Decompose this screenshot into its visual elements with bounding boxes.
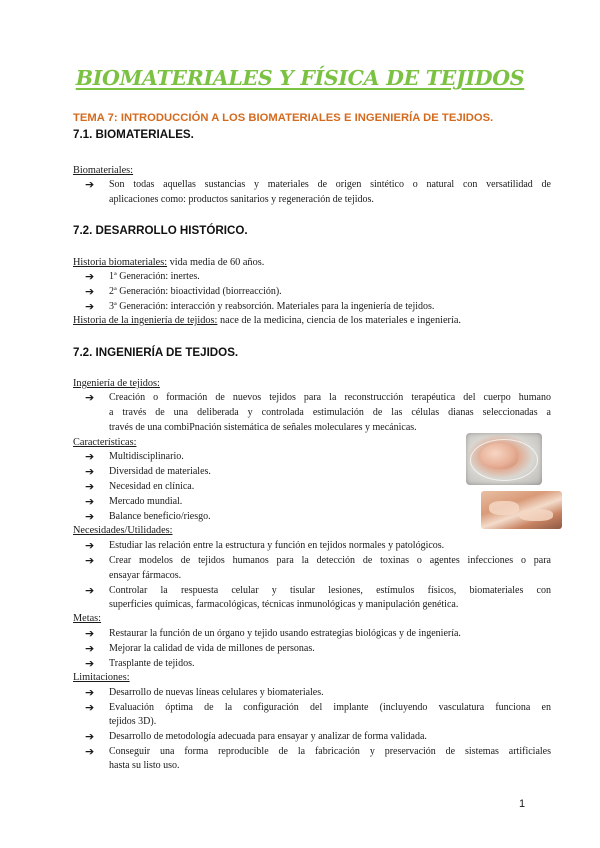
hands-tissue-image [481, 491, 562, 529]
arrow-icon: ➔ [85, 480, 95, 493]
arrow-icon: ➔ [85, 701, 95, 714]
tissue-in-petri-dish-image [466, 433, 542, 485]
arrow-icon: ➔ [85, 745, 95, 758]
label-limitaciones: Limitaciones: [73, 672, 130, 683]
chapter-heading: TEMA 7: INTRODUCCIÓN A LOS BIOMATERIALES E INGENIERÍA DE TEJIDOS. [73, 112, 494, 124]
arrow-icon: ➔ [85, 391, 95, 404]
section-heading-biomateriales: 7.1. BIOMATERIALES. [73, 128, 194, 141]
arrow-icon: ➔ [85, 270, 95, 283]
arrow-icon: ➔ [85, 657, 95, 670]
label-biomateriales: Biomateriales: [73, 165, 134, 176]
section-heading-ingenieria: 7.2. INGENIERÍA DE TEJIDOS. [73, 346, 239, 359]
arrow-icon: ➔ [85, 450, 95, 463]
arrow-icon: ➔ [85, 465, 95, 478]
arrow-icon: ➔ [85, 285, 95, 298]
arrow-icon: ➔ [85, 554, 95, 567]
arrow-icon: ➔ [85, 539, 95, 552]
document-title: BIOMATERIALES Y FÍSICA DE TEJIDOS [75, 66, 525, 90]
label-necesidades: Necesidades/Utilidades: [73, 525, 173, 536]
arrow-icon: ➔ [85, 642, 95, 655]
arrow-icon: ➔ [85, 300, 95, 313]
label-ingenieria: Ingeniería de tejidos: [73, 378, 160, 389]
arrow-icon: ➔ [85, 584, 95, 597]
arrow-icon: ➔ [85, 495, 95, 508]
arrow-icon: ➔ [85, 178, 95, 191]
arrow-icon: ➔ [85, 627, 95, 640]
section-heading-historico: 7.2. DESARROLLO HISTÓRICO. [73, 224, 248, 237]
page-number: 1 [519, 798, 526, 810]
arrow-icon: ➔ [85, 686, 95, 699]
historia-biomateriales: Historia biomateriales: vida media de 60 años. [73, 257, 265, 268]
label-caracteristicas: Características: [73, 437, 137, 448]
label-metas: Metas: [73, 613, 102, 624]
historia-ingenieria: Historia de la ingeniería de tejidos: nace de la medicina, ciencia de los materiales e ingeniería. [73, 315, 461, 326]
arrow-icon: ➔ [85, 510, 95, 523]
arrow-icon: ➔ [85, 730, 95, 743]
